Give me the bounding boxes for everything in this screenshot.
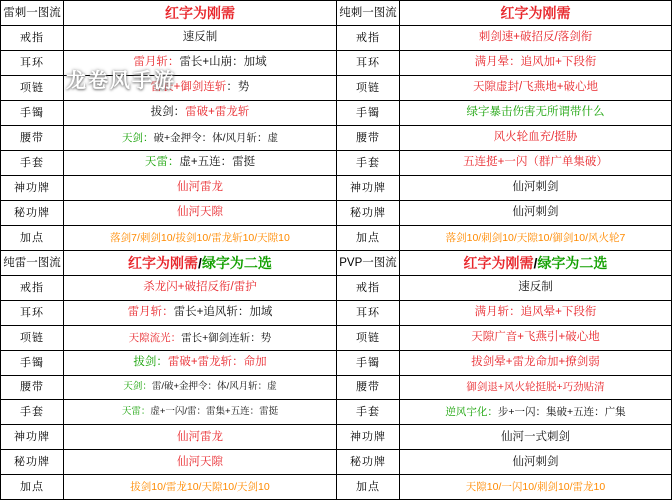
row-label-necklace: 项链 bbox=[337, 326, 400, 350]
row-label-gloves: 手套 bbox=[1, 151, 64, 175]
row-value-earring: 雷月斩： 雷长+山崩：加域 bbox=[133, 56, 267, 69]
row-value-necklace: 天隙流光： 雷长+御剑连斩：势 bbox=[128, 331, 272, 344]
table-row bbox=[1, 51, 336, 76]
table-row bbox=[1, 326, 336, 351]
table-row bbox=[1, 376, 336, 401]
table-row bbox=[1, 475, 336, 499]
row-label-shengong: 神功牌 bbox=[1, 425, 64, 449]
panel-chunlei-yitu bbox=[0, 250, 336, 500]
row-label-necklace: 项链 bbox=[1, 76, 64, 100]
table-row bbox=[337, 301, 671, 326]
row-label-earring: 耳环 bbox=[337, 301, 400, 325]
table-row bbox=[337, 126, 671, 151]
row-value-necklace: 雷长+御剑连斩 ：势 bbox=[150, 81, 250, 94]
row-value-gloves: 天雷： 虚+一闪/雷：雷集+五连：雷挺 bbox=[121, 405, 279, 417]
table-row bbox=[337, 251, 671, 276]
row-label-points: 加点 bbox=[1, 226, 64, 250]
row-value-shengong: 仙河一式刺剑 bbox=[501, 430, 570, 443]
row-value-bracelet: 绿字暴击伤害无所谓带什么 bbox=[466, 106, 605, 119]
row-value-points: 落剑7/刺剑10/拔剑10/雷龙斩10/天隙10 bbox=[110, 231, 290, 244]
table-row bbox=[337, 425, 671, 450]
table-row bbox=[1, 301, 336, 326]
table-row bbox=[337, 400, 671, 425]
row-label-gloves: 手套 bbox=[1, 400, 64, 424]
row-value-bracelet: 拔剑： 雷破+雷龙斩：命加 bbox=[133, 355, 267, 368]
table-row bbox=[337, 201, 671, 226]
row-value-points: 拔剑10/雷龙10/天隙10/天剑10 bbox=[130, 481, 270, 494]
table-row bbox=[1, 26, 336, 51]
row-label-gloves: 手套 bbox=[337, 400, 400, 424]
row-label-earring: 耳环 bbox=[337, 51, 400, 75]
table-row bbox=[1, 151, 336, 176]
table-row bbox=[337, 475, 671, 499]
panel-note: 红字为刚需 / 绿字为二选 bbox=[128, 254, 272, 271]
row-label-shengong: 神功牌 bbox=[337, 425, 400, 449]
row-label-ring: 戒指 bbox=[337, 276, 400, 300]
row-value-gloves: 天雷： 虚+五连：雷挺 bbox=[144, 156, 256, 169]
table-row bbox=[337, 226, 671, 250]
watermark-text: 龙卷风手游 bbox=[66, 70, 176, 92]
row-value-bracelet: 拔剑晕+雷龙命加+撩剑弱 bbox=[471, 355, 600, 368]
table-row bbox=[1, 1, 336, 26]
table-row bbox=[1, 101, 336, 126]
panel-note: 红字为刚需 bbox=[500, 4, 571, 21]
table-row bbox=[337, 101, 671, 126]
row-value-earring: 满月晕：追风加+下段衔 bbox=[474, 56, 597, 69]
table-row bbox=[337, 326, 671, 351]
panel-title: PVP一图流 bbox=[337, 251, 400, 275]
row-value-ring: 速反制 bbox=[182, 31, 218, 44]
row-label-migong: 秘功牌 bbox=[337, 450, 400, 474]
row-value-ring: 速反制 bbox=[518, 281, 553, 294]
row-label-ring: 戒指 bbox=[337, 26, 400, 50]
table-row bbox=[1, 276, 336, 301]
table-row bbox=[337, 1, 671, 26]
row-label-bracelet: 手镯 bbox=[337, 351, 400, 375]
row-label-bracelet: 手镯 bbox=[337, 101, 400, 125]
row-value-gloves: 逆风宇化： 步+一闪：集破+五连：广集 bbox=[445, 406, 626, 419]
row-value-belt: 御剑退+风火轮挺脱+巧劲贴清 bbox=[466, 381, 605, 394]
row-label-belt: 腰带 bbox=[337, 376, 400, 400]
table-row bbox=[1, 126, 336, 151]
row-label-points: 加点 bbox=[337, 475, 400, 499]
row-value-necklace: 天隙广音+飞燕引+破心地 bbox=[471, 331, 600, 344]
table-row bbox=[1, 400, 336, 425]
row-label-points: 加点 bbox=[337, 226, 400, 250]
row-label-shengong: 神功牌 bbox=[337, 176, 400, 200]
row-value-bracelet: 拔剑： 雷破+雷龙斩 bbox=[150, 106, 250, 119]
table-row bbox=[337, 450, 671, 475]
row-value-migong: 仙河刺剑 bbox=[512, 206, 559, 219]
table-row bbox=[1, 76, 336, 101]
row-label-earring: 耳环 bbox=[1, 51, 64, 75]
table-row bbox=[1, 226, 336, 250]
row-label-belt: 腰带 bbox=[1, 126, 64, 150]
row-label-necklace: 项链 bbox=[337, 76, 400, 100]
panel-title: 纯雷一图流 bbox=[1, 251, 64, 275]
row-label-shengong: 神功牌 bbox=[1, 176, 64, 200]
row-label-ring: 戒指 bbox=[1, 26, 64, 50]
table-row bbox=[337, 176, 671, 201]
row-label-migong: 秘功牌 bbox=[1, 450, 64, 474]
table-row bbox=[1, 176, 336, 201]
row-value-belt: 天剑： 破+金押令：体/风月斩：虚 bbox=[121, 131, 279, 144]
row-value-shengong: 仙河雷龙 bbox=[177, 181, 223, 194]
panel-title: 雷刺一图流 bbox=[1, 1, 64, 25]
row-value-migong: 仙河天隙 bbox=[177, 206, 223, 219]
table-row bbox=[337, 376, 671, 401]
panel-note: 红字为刚需 bbox=[165, 4, 235, 21]
row-label-migong: 秘功牌 bbox=[1, 201, 64, 225]
row-value-gloves: 五连挺+一闪（群广单集破） bbox=[463, 156, 608, 169]
row-label-migong: 秘功牌 bbox=[337, 201, 400, 225]
row-value-shengong: 仙河雷龙 bbox=[177, 430, 223, 443]
row-label-ring: 戒指 bbox=[1, 276, 64, 300]
row-value-migong: 仙河天隙 bbox=[177, 455, 223, 468]
row-label-bracelet: 手镯 bbox=[1, 351, 64, 375]
panel-pvp-yitu bbox=[336, 250, 672, 500]
row-label-earring: 耳环 bbox=[1, 301, 64, 325]
row-value-points: 落剑10/刺剑10/天隙10/御剑10/风火轮7 bbox=[445, 231, 626, 244]
table-row bbox=[337, 76, 671, 101]
table-row bbox=[337, 51, 671, 76]
row-label-points: 加点 bbox=[1, 475, 64, 499]
panel-note: 红字为刚需 / 绿字为二选 bbox=[463, 254, 608, 271]
panel-title: 纯刺一图流 bbox=[337, 1, 400, 25]
table-row bbox=[1, 450, 336, 475]
row-value-necklace: 天隙虚封/飞燕地+破心地 bbox=[473, 81, 598, 94]
table-row bbox=[337, 151, 671, 176]
row-value-belt: 天剑： 雷/破+金押令：体/风月斩：虚 bbox=[123, 381, 277, 393]
row-value-ring: 杀龙闪+破招反衔/雷护 bbox=[143, 281, 257, 294]
table-row bbox=[1, 251, 336, 276]
table-row bbox=[1, 425, 336, 450]
row-label-necklace: 项链 bbox=[1, 326, 64, 350]
row-label-belt: 腰带 bbox=[1, 376, 64, 400]
row-value-belt: 风火轮血充/挺胁 bbox=[493, 131, 578, 144]
row-label-gloves: 手套 bbox=[337, 151, 400, 175]
table-row bbox=[337, 276, 671, 301]
table-row bbox=[337, 351, 671, 376]
table-row bbox=[1, 201, 336, 226]
row-label-belt: 腰带 bbox=[337, 126, 400, 150]
panel-cike-yitu bbox=[336, 0, 672, 250]
row-value-migong: 仙河刺剑 bbox=[512, 455, 559, 468]
row-label-bracelet: 手镯 bbox=[1, 101, 64, 125]
panel-leici-yitu bbox=[0, 0, 336, 250]
row-value-shengong: 仙河刺剑 bbox=[512, 181, 559, 194]
row-value-earring: 雷月斩： 雷长+追风斩：加域 bbox=[127, 306, 273, 319]
row-value-earring: 满月斩：追风晕+下段衔 bbox=[474, 306, 597, 319]
row-value-ring: 刺剑速+破招反/落剑衔 bbox=[478, 31, 593, 44]
table-row bbox=[337, 26, 671, 51]
row-value-points: 天隙10/一闪10/刺剑10/雷龙10 bbox=[465, 481, 606, 494]
table-row bbox=[1, 351, 336, 376]
